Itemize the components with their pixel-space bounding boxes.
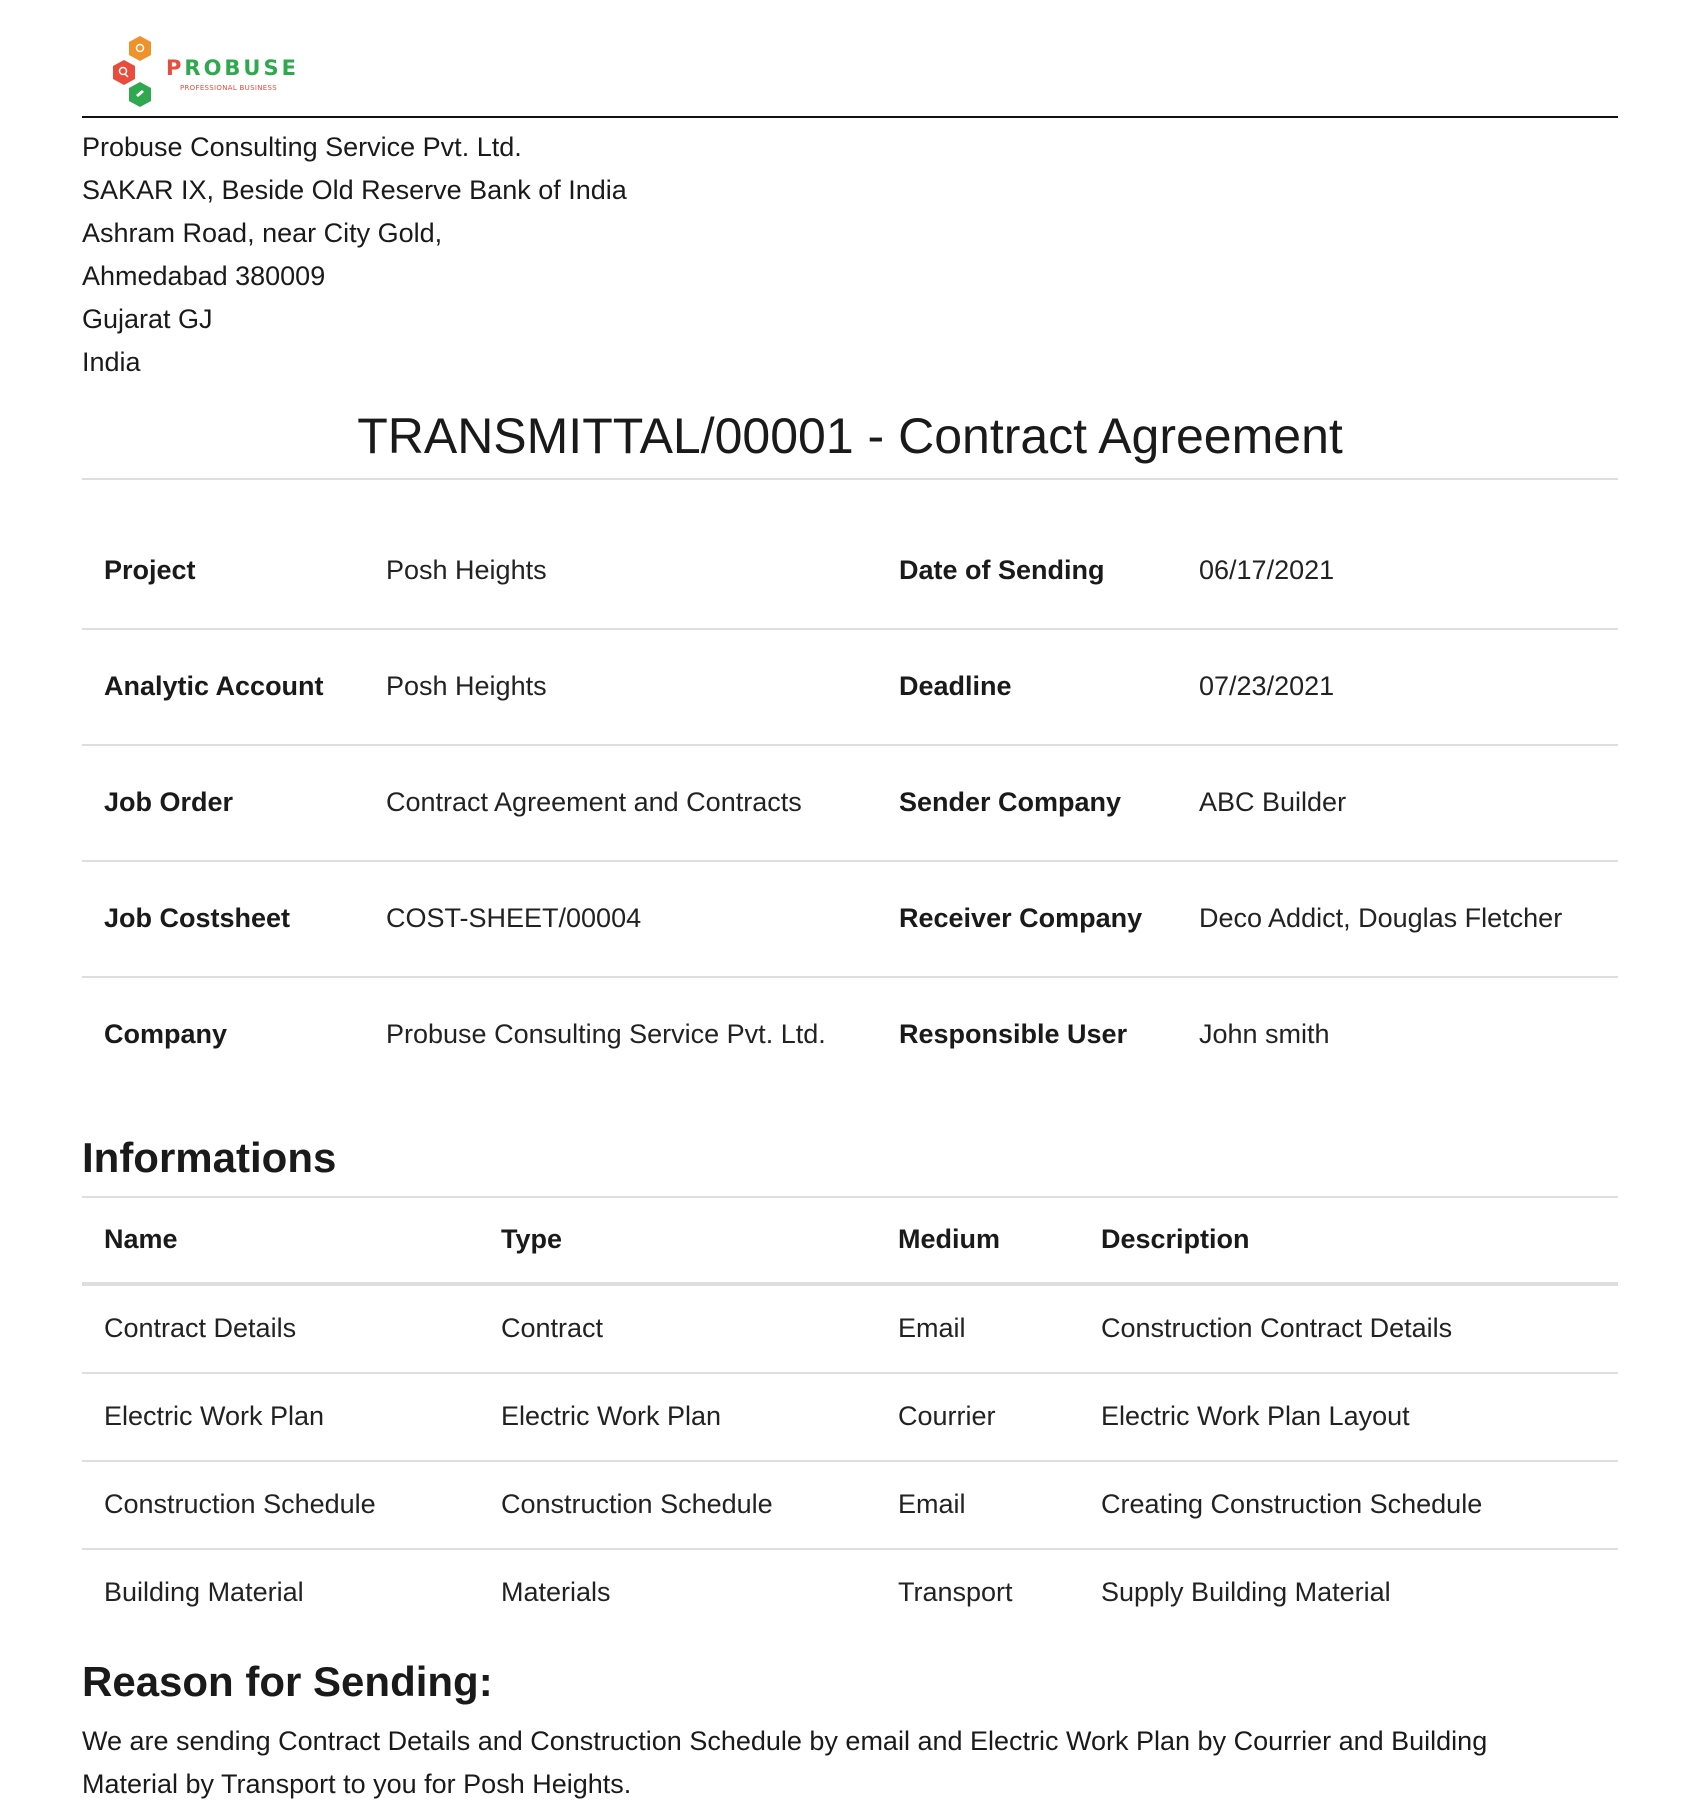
analytic-account-label: Analytic Account bbox=[82, 629, 364, 745]
receiver-company-value: Deco Addict, Douglas Fletcher bbox=[1177, 861, 1618, 977]
cell-description: Creating Construction Schedule bbox=[1079, 1461, 1618, 1549]
job-order-value: Contract Agreement and Contracts bbox=[364, 745, 877, 861]
cell-type: Electric Work Plan bbox=[479, 1373, 876, 1461]
job-order-label: Job Order bbox=[82, 745, 364, 861]
sender-company-label: Sender Company bbox=[877, 745, 1177, 861]
cell-medium: Email bbox=[876, 1461, 1079, 1549]
responsible-user-label: Responsible User bbox=[899, 1019, 1128, 1049]
informations-heading: Informations bbox=[82, 1134, 1618, 1198]
deadline-value: 07/23/2021 bbox=[1177, 629, 1618, 745]
table-row bbox=[82, 1549, 1618, 1636]
table-header-row bbox=[82, 1198, 1618, 1284]
column-header-type: Type bbox=[479, 1198, 876, 1284]
info-row bbox=[82, 977, 1618, 1092]
logo-tagline: PROFESSIONAL BUSINESS bbox=[180, 84, 277, 92]
address-line: Ashram Road, near City Gold, bbox=[82, 218, 443, 248]
receiver-company-label: Receiver Company bbox=[877, 861, 1177, 977]
info-row bbox=[82, 861, 1618, 977]
info-row bbox=[82, 514, 1618, 629]
reason-heading: Reason for Sending: bbox=[82, 1657, 493, 1705]
table-row bbox=[82, 1373, 1618, 1461]
document-title: TRANSMITTAL/00001 - Contract Agreement bbox=[82, 406, 1618, 480]
company-logo bbox=[108, 34, 299, 116]
company-label: Company bbox=[104, 1019, 228, 1049]
cell-description: Construction Contract Details bbox=[1079, 1284, 1618, 1373]
company-value: Probuse Consulting Service Pvt. Ltd. bbox=[386, 1019, 826, 1049]
info-row bbox=[82, 629, 1618, 745]
project-value: Posh Heights bbox=[364, 514, 877, 629]
date-of-sending-label: Date of Sending bbox=[877, 514, 1177, 629]
cell-name: Building Material bbox=[104, 1577, 304, 1607]
job-costsheet-label: Job Costsheet bbox=[82, 861, 364, 977]
project-label: Project bbox=[82, 514, 364, 629]
logo-wordmark: PROBUSE bbox=[166, 56, 299, 80]
cell-medium: Courrier bbox=[876, 1373, 1079, 1461]
info-row bbox=[82, 745, 1618, 861]
table-row bbox=[82, 1284, 1618, 1373]
column-header-name: Name bbox=[82, 1198, 479, 1284]
transmittal-document bbox=[82, 0, 1618, 1806]
responsible-user-value: John smith bbox=[1199, 1019, 1330, 1049]
address-line: SAKAR IX, Beside Old Reserve Bank of India bbox=[82, 175, 627, 205]
cell-name: Contract Details bbox=[82, 1284, 479, 1373]
address-line: Probuse Consulting Service Pvt. Ltd. bbox=[82, 132, 522, 162]
sender-company-value: ABC Builder bbox=[1177, 745, 1618, 861]
date-of-sending-value: 06/17/2021 bbox=[1177, 514, 1618, 629]
analytic-account-value: Posh Heights bbox=[364, 629, 877, 745]
column-header-description: Description bbox=[1079, 1198, 1618, 1284]
address-line: India bbox=[82, 347, 141, 377]
cell-name: Construction Schedule bbox=[82, 1461, 479, 1549]
transmittal-info-table bbox=[82, 514, 1618, 1092]
informations-table bbox=[82, 1198, 1618, 1636]
cell-description: Supply Building Material bbox=[1101, 1577, 1391, 1607]
cell-medium: Transport bbox=[898, 1577, 1013, 1607]
address-line: Gujarat GJ bbox=[82, 304, 213, 334]
cell-description: Electric Work Plan Layout bbox=[1079, 1373, 1618, 1461]
cell-type: Contract bbox=[479, 1284, 876, 1373]
cell-name: Electric Work Plan bbox=[82, 1373, 479, 1461]
address-line: Ahmedabad 380009 bbox=[82, 261, 326, 291]
reason-text bbox=[82, 1720, 1618, 1806]
cell-medium: Email bbox=[876, 1284, 1079, 1373]
company-address bbox=[82, 126, 1618, 384]
reason-line: Material by Transport to you for Posh Heights. bbox=[82, 1768, 632, 1799]
cell-type: Construction Schedule bbox=[479, 1461, 876, 1549]
cell-type: Materials bbox=[501, 1577, 611, 1607]
reason-line: We are sending Contract Details and Construction Schedule by email and Electric Work Plan by Courrier and Building bbox=[82, 1725, 1488, 1756]
deadline-label: Deadline bbox=[877, 629, 1177, 745]
column-header-medium: Medium bbox=[876, 1198, 1079, 1284]
table-row bbox=[82, 1461, 1618, 1549]
job-costsheet-value: COST-SHEET/00004 bbox=[364, 861, 877, 977]
document-header bbox=[82, 0, 1618, 118]
